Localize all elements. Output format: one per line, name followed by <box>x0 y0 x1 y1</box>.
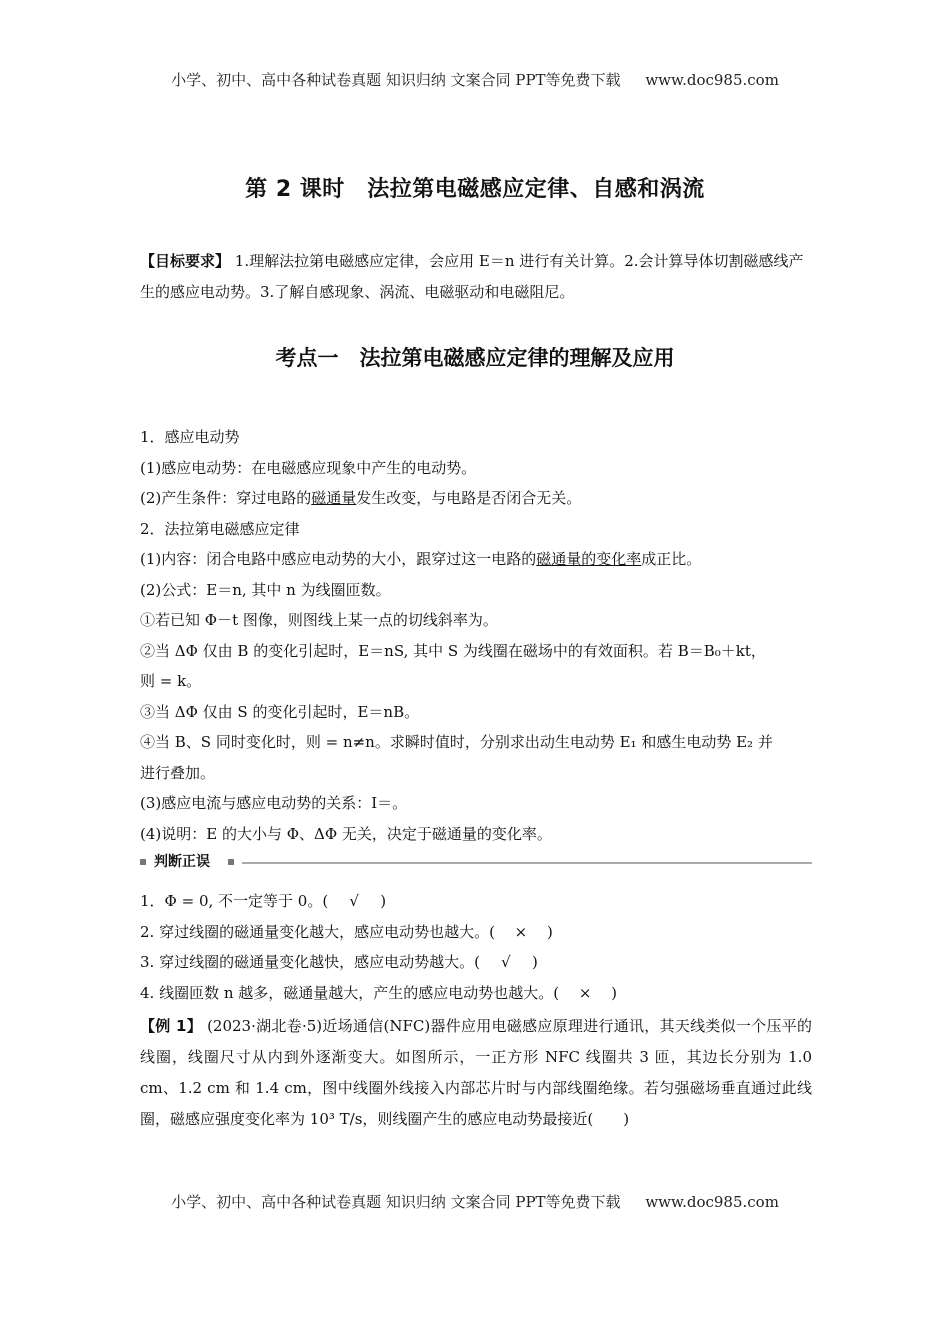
judge-item <box>140 886 812 917</box>
content-line: (4)说明：E 的大小与 Φ、ΔΦ 无关，决定于磁通量的变化率。 <box>140 824 552 843</box>
judge-label: 判断正误 <box>154 854 210 870</box>
square-bullet-icon <box>228 859 234 865</box>
goal-tag: 【目标要求】 <box>140 252 231 270</box>
judge-item <box>140 978 812 1009</box>
judge-text: 3. 穿过线圈的磁通量变化越快，感应电动势越大。( <box>140 953 480 971</box>
judge-close: ) <box>611 983 617 1002</box>
content-line: 进行叠加。 <box>140 763 216 782</box>
judge-mark: × <box>578 983 592 1002</box>
content-line: 2．法拉第电磁感应定律 <box>140 519 300 538</box>
content-line: ①若已知 Φ－t 图像，则图线上某一点的切线斜率为。 <box>140 611 498 629</box>
judge-mark: √ <box>501 953 511 971</box>
content-line: 则 = k。 <box>140 672 202 690</box>
divider <box>242 862 812 864</box>
judge-text: 1．Φ = 0, 不一定等于 0。( <box>140 892 329 910</box>
content-line: (1)感应电动势：在电磁感应现象中产生的电动势。 <box>140 458 477 477</box>
content-line: 1．感应电动势 <box>140 428 240 446</box>
judge-list <box>140 886 812 1008</box>
content-line: ②当 ΔΦ 仅由 B 的变化引起时，E＝nS, 其中 S 为线圈在磁场中的有效面积。若 B＝B₀＋kt， <box>140 641 766 660</box>
goal-text: 1.理解法拉第电磁感应定律，会应用 E＝n 进行有关计算。2.会计算导体切割磁感线产生的感应电动势。3.了解自感现象、涡流、电磁驱动和电磁阻尼。 <box>140 252 804 301</box>
example-text: (2023·湖北卷·5)近场通信(NFC)器件应用电磁感应原理进行通讯，其天线类似一个压平的线圈，线圈尺寸从内到外逐渐变大。如图所示，一正方形 NFC 线圈共 3 匝，其边长分别为 1.0 cm、1.2 cm 和 1.4 cm，图中线圈外线接入内部芯片时与内部线圈绝缘。若匀强磁场垂直通过此线圈，磁感应强度变化率为 10³ T/s，则线圈产生的感应电动势最接近( ) <box>140 1017 812 1128</box>
content-line: ④当 B、S 同时变化时，则 = n≠n。求瞬时值时，分别求出动生电动势 E₁ 和感生电动势 E₂ 并 <box>140 733 773 751</box>
content-body <box>140 422 812 849</box>
content-text: 发生改变，与电路是否闭合无关。 <box>356 489 582 507</box>
section-title: 考点一 法拉第电磁感应定律的理解及应用 <box>275 346 675 370</box>
example-1 <box>140 1011 812 1135</box>
judge-close: ) <box>380 892 387 910</box>
footer-url[interactable]: www.doc985.com <box>645 1193 779 1211</box>
judge-item <box>140 947 812 978</box>
footer-text: 小学、初中、高中各种试卷真题 知识归纳 文案合同 PPT等免费下载 <box>171 1193 621 1211</box>
judge-section-header <box>140 852 812 872</box>
judge-mark: √ <box>349 892 359 910</box>
underlined-keyword: 磁通量的变化率 <box>536 550 642 568</box>
page-footer <box>0 1191 950 1212</box>
content-line: (3)感应电流与感应电动势的关系：I＝。 <box>140 794 408 812</box>
content-text: 成正比。 <box>641 550 702 568</box>
judge-item <box>140 917 812 948</box>
judge-close: ) <box>546 922 553 941</box>
judge-text: 2. 穿过线圈的磁通量变化越大，感应电动势也越大。( <box>140 922 495 941</box>
header-url[interactable]: www.doc985.com <box>645 71 779 89</box>
lesson-title: 第 2 课时 法拉第电磁感应定律、自感和涡流 <box>245 177 705 202</box>
underlined-keyword: 磁通量 <box>311 489 357 507</box>
header-text: 小学、初中、高中各种试卷真题 知识归纳 文案合同 PPT等免费下载 <box>171 71 621 89</box>
page-header <box>0 69 950 90</box>
goal-requirements <box>140 246 812 308</box>
judge-text: 4. 线圈匝数 n 越多，磁通量越大，产生的感应电动势也越大。( <box>140 983 560 1002</box>
judge-mark: × <box>514 922 528 941</box>
square-bullet-icon <box>140 859 146 865</box>
content-line <box>140 544 812 575</box>
content-line: ③当 ΔΦ 仅由 S 的变化引起时，E＝nB。 <box>140 702 420 721</box>
content-text: (1)内容：闭合电路中感应电动势的大小，跟穿过这一电路的 <box>140 550 537 568</box>
content-line <box>140 483 812 514</box>
content-line: (2)公式：E＝n, 其中 n 为线圈匝数。 <box>140 580 391 599</box>
judge-close: ) <box>531 953 538 971</box>
example-tag: 【例 1】 <box>140 1017 203 1035</box>
content-text: (2)产生条件：穿过电路的 <box>140 489 312 507</box>
